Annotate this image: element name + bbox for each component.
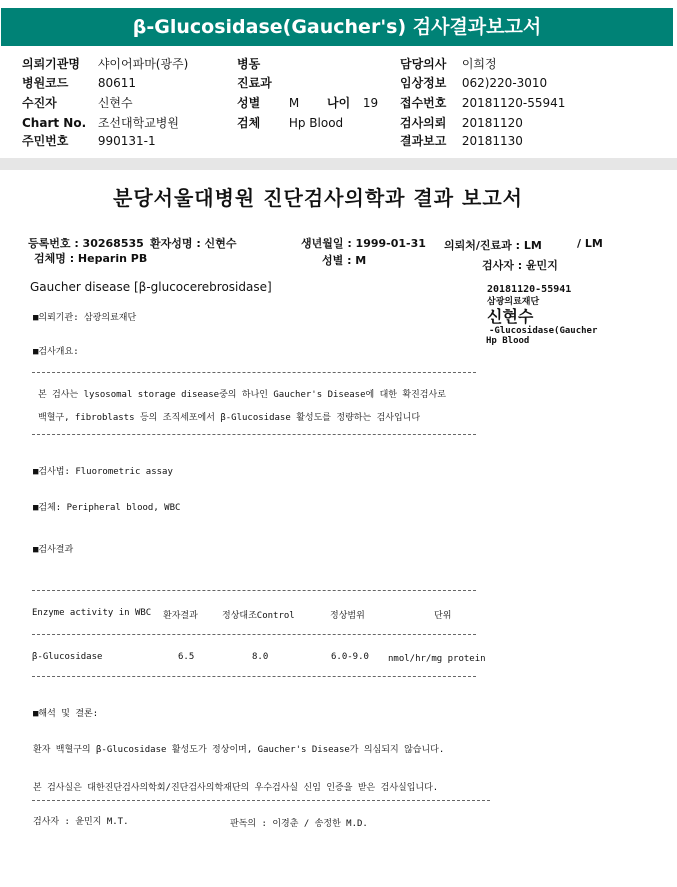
patient-name: 환자성명 : 신현수 [150,237,237,250]
stamp-receipt-no: 20181120-55941 [487,284,572,295]
specimen-line: ■검체: Peripheral blood, WBC [33,503,181,513]
rule-6 [32,800,490,801]
th-unit: 단위 [434,611,452,621]
overview-line-2: 백혈구, fibroblasts 등의 조직세포에서 β-Glucosidase 활성도를 정량하는 검사입니다 [38,413,421,423]
tester-signature: 검사자 : 윤민지 M.T. [33,817,129,827]
reg-no: 등록번호 : 30268535 [28,237,144,250]
reader-signature: 판독의 : 이경춘 / 송정한 M.D. [230,819,368,829]
tester-top: 검사자 : 윤민지 [482,259,558,272]
header-doctor: 담당의사 이희정 [400,57,497,71]
stamp-test: -Glucosidase(Gaucher [489,326,598,336]
stamp-specimen: Hp Blood [486,336,530,346]
rule-1 [32,372,476,373]
td-control: 8.0 [252,652,269,662]
header-chart-no: Chart No. 조선대학교병원 [22,116,179,130]
test-name: Gaucher disease [β-glucocerebrosidase] [30,280,272,294]
rule-2 [32,434,476,435]
header-institution: 의뢰기관명 샤이어파마(광주) [22,57,189,71]
th-enzyme: Enzyme activity in WBC [32,608,152,618]
header-age: 나이 19 [327,96,379,110]
rule-5 [32,676,476,677]
td-normal-range: 6.0-9.0 [331,652,369,662]
header-clinical-info: 임상정보 062)220-3010 [400,76,548,90]
interpretation-line: 환자 백혈구의 β-Glucosidase 활성도가 정상이며, Gaucher's Disease가 의심되지 않습니다. [33,745,445,755]
header-specimen: 검체 Hp Blood [237,116,344,130]
institution-line: ■의뢰기관: 삼광의료재단 [33,313,137,323]
header-department: 진료과 [237,76,272,90]
td-unit: nmol/hr/mg protein [388,654,486,664]
rule-4 [32,634,476,635]
referring-dept-2: / LM [577,237,603,250]
scanned-report-title: 분당서울대병원 진단검사의학과 결과 보고서 [113,186,523,210]
header-sex: 성별 M [237,96,300,110]
birth-date: 생년월일 : 1999-01-31 [301,237,426,250]
overview-line-1: 본 검사는 lysosomal storage disease중의 하나인 Gaucher's Disease에 대한 확진검사로 [38,390,446,400]
stamp-institution: 삼광의료재단 [487,297,540,307]
header-request-date: 검사의뢰 20181120 [400,116,523,130]
stamp-patient: 신현수 [487,307,534,326]
specimen-stamp [487,284,627,346]
header-patient: 수진자 신현수 [22,96,133,110]
rule-3 [32,590,476,591]
interpretation-heading: ■해석 및 결론: [33,709,99,719]
referring-dept: 의뢰처/진료과 : LM [444,239,542,252]
header-resident-no: 주민번호 990131-1 [22,134,156,148]
result-heading: ■검사결과 [33,545,74,555]
header-divider [0,158,677,170]
th-normal-range: 정상범위 [330,611,365,621]
header-receipt-no: 접수번호 20181120-55941 [400,96,566,110]
header-report-date: 결과보고 20181130 [400,134,523,148]
td-enzyme: β-Glucosidase [32,652,103,662]
overview-heading: ■검사개요: [33,347,79,357]
specimen-name: 검체명 : Heparin PB [34,252,148,265]
certification-line: 본 검사실은 대한진단검사의학회/진단검사의학재단의 우수검사실 신임 인증을 받은 검사실입니다. [33,783,439,793]
header-ward: 병동 [237,57,261,71]
scanned-report [8,170,668,882]
th-patient-result: 환자결과 [163,611,198,621]
td-patient-result: 6.5 [178,652,195,662]
report-sex: 성별 : M [322,254,367,267]
th-control: 정상대조Control [222,611,295,621]
report-title-bar: β-Glucosidase(Gaucher's) 검사결과보고서 [1,8,673,46]
method-line: ■검사법: Fluorometric assay [33,467,173,477]
header-hospital-code: 병원코드 80611 [22,76,137,90]
